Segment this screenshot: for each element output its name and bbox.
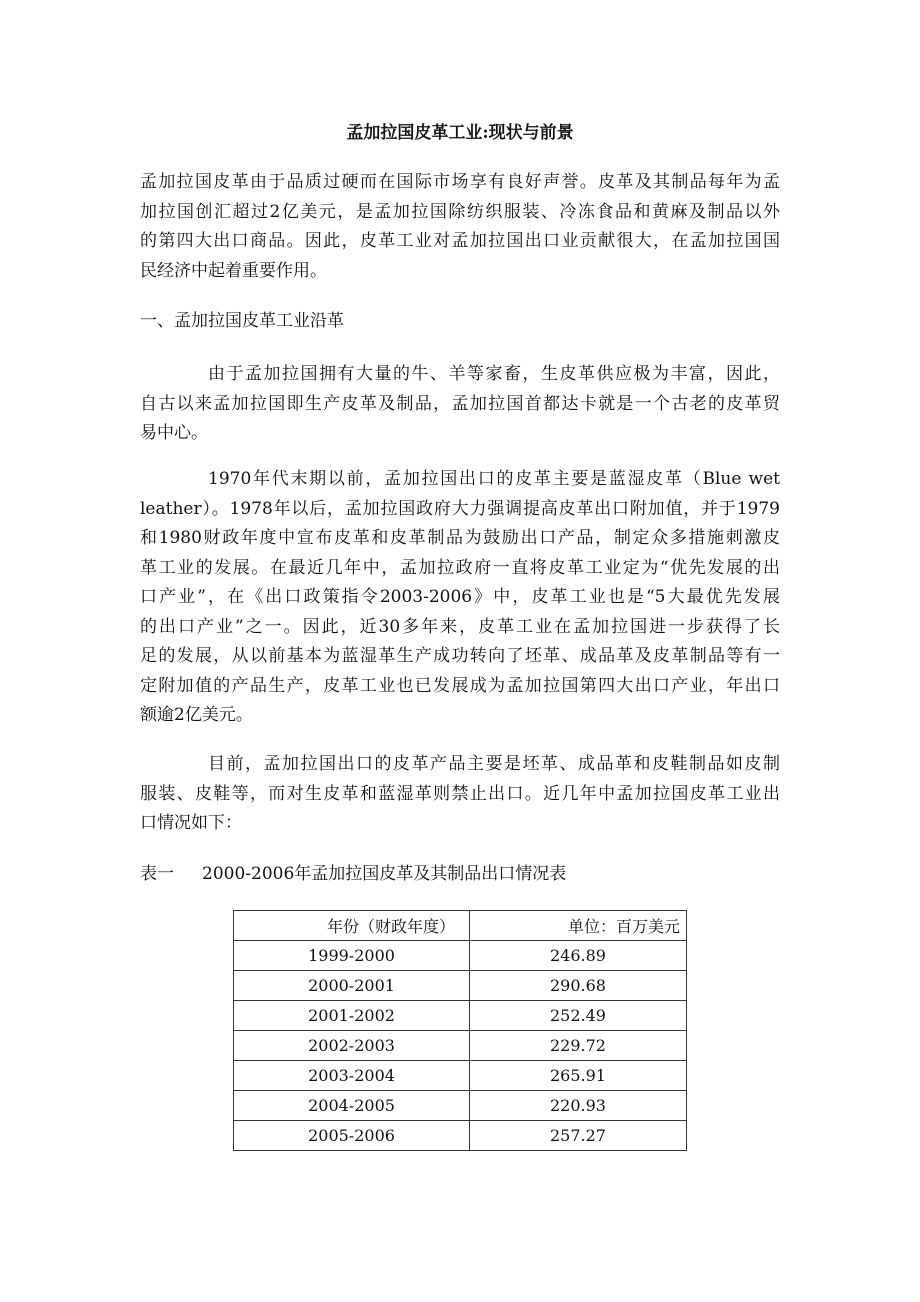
cell-year: 2002-2003: [234, 1031, 470, 1061]
cell-value: 265.91: [470, 1061, 687, 1091]
text-line: leather）。1978年以后，孟加拉国政府大力强调提高皮革出口附加值，并于1979: [140, 498, 780, 519]
header-unit: 单位：百万美元: [470, 911, 687, 941]
caption-text: 2000-2006年孟加拉国皮革及其制品出口情况表: [202, 864, 567, 884]
cell-value: 229.72: [470, 1031, 687, 1061]
section-heading: 一、孟加拉国皮革工业沿革: [140, 311, 344, 331]
paragraph-current: [140, 750, 780, 839]
paragraph-history: [140, 360, 780, 449]
text-line: 的出口产业”之一。因此，近30多年来，皮革工业在孟加拉国进一步获得了长: [140, 616, 780, 637]
table-row: [234, 1091, 687, 1121]
text-line: 1970年代末期以前，孟加拉国出口的皮革主要是蓝湿皮革（Blue wet: [208, 469, 780, 489]
table-row: [234, 1121, 687, 1151]
text-line: 孟加拉国皮革由于品质过硬而在国际市场享有良好声誉。皮革及其制品每年为孟: [140, 172, 780, 192]
paragraph-intro: [140, 168, 780, 286]
caption-label: 表一: [140, 864, 174, 884]
header-year: 年份（财政年度）: [234, 911, 470, 941]
cell-value: 252.49: [470, 1001, 687, 1031]
cell-year: 2001-2002: [234, 1001, 470, 1031]
cell-value: 257.27: [470, 1121, 687, 1151]
text-line: 服装、皮鞋等，而对生皮革和蓝湿革则禁止出口。近几年中孟加拉国皮革工业出: [140, 783, 780, 804]
text-line: 定附加值的产品生产，皮革工业也已发展成为孟加拉国第四大出口产业，年出口: [140, 675, 780, 696]
table-row: [234, 1061, 687, 1091]
text-line: 革工业的发展。在最近几年中，孟加拉政府一直将皮革工业定为“优先发展的出: [140, 557, 780, 578]
table-row: [234, 1031, 687, 1061]
text-line: 的第四大出口商品。因此，皮革工业对孟加拉国出口业贡献很大，在孟加拉国国: [140, 231, 780, 251]
paragraph-1970s: [140, 465, 780, 731]
cell-year: 2003-2004: [234, 1061, 470, 1091]
table-row: [234, 1001, 687, 1031]
cell-year: 2005-2006: [234, 1121, 470, 1151]
text-line: 民经济中起着重要作用。: [140, 260, 327, 281]
cell-year: 1999-2000: [234, 941, 470, 971]
text-line: 自古以来孟加拉国即生产皮革及制品，孟加拉国首都达卡就是一个古老的皮革贸: [140, 393, 780, 414]
text-line: 口产业”，在《出口政策指令2003-2006》中，皮革工业也是“5大最优先发展: [140, 587, 780, 607]
table-row: [234, 971, 687, 1001]
text-line: 目前，孟加拉国出口的皮革产品主要是坯革、成品革和皮鞋制品如皮制: [208, 754, 780, 774]
text-line: 加拉国创汇超过2亿美元，是孟加拉国除纺织服装、冷冻食品和黄麻及制品以外: [140, 201, 780, 222]
text-line: 和1980财政年度中宣布皮革和皮革制品为鼓励出口产品，制定众多措施刺激皮: [140, 528, 780, 548]
cell-year: 2000-2001: [234, 971, 470, 1001]
table-row: [234, 941, 687, 971]
table-header-row: [234, 911, 687, 941]
cell-value: 246.89: [470, 941, 687, 971]
cell-value: 290.68: [470, 971, 687, 1001]
text-line: 足的发展，从以前基本为蓝湿革生产成功转向了坯革、成品革及皮革制品等有一: [140, 646, 780, 666]
text-line: 口情况如下：: [140, 813, 242, 833]
text-line: 易中心。: [140, 423, 208, 443]
text-line: 额逾2亿美元。: [140, 705, 253, 725]
text-line: 由于孟加拉国拥有大量的牛、羊等家畜，生皮革供应极为丰富，因此，: [208, 364, 780, 384]
table-caption: [140, 860, 780, 890]
export-table: [233, 910, 687, 1151]
cell-value: 220.93: [470, 1091, 687, 1121]
document-title: 孟加拉国皮革工业:现状与前景: [346, 123, 574, 143]
cell-year: 2004-2005: [234, 1091, 470, 1121]
